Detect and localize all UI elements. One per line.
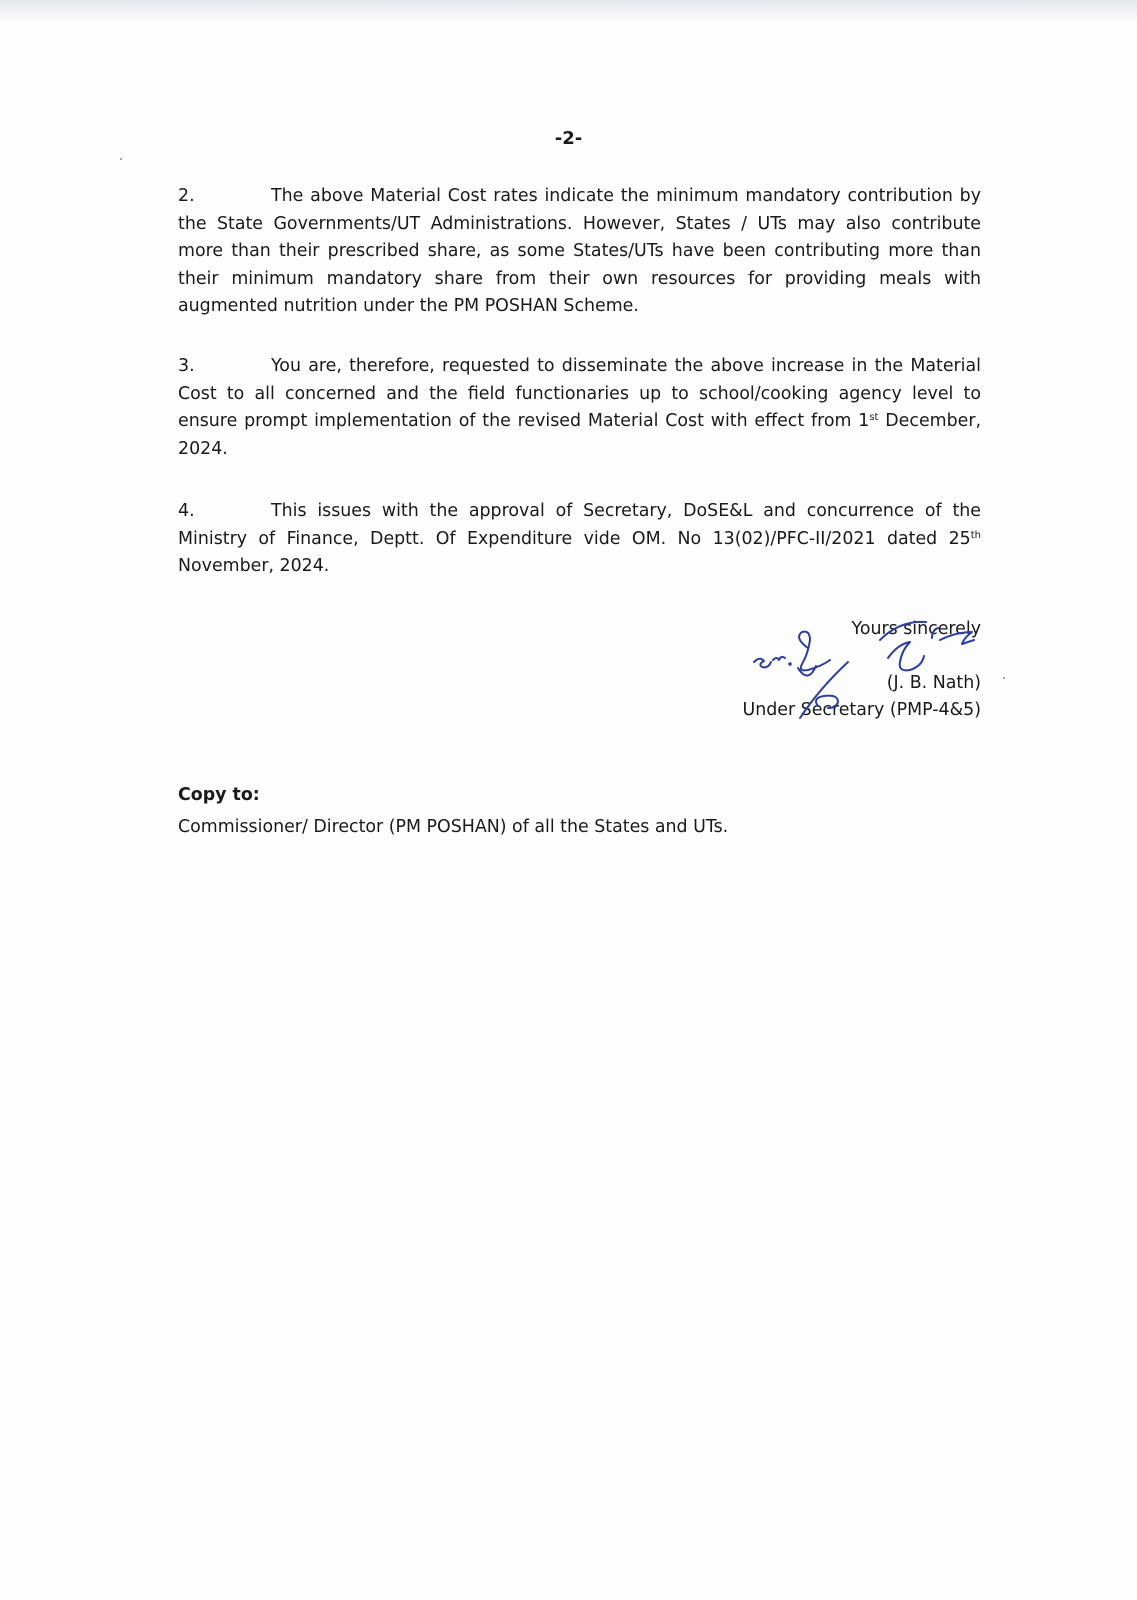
copy-to-heading: Copy to: <box>178 785 260 805</box>
scan-edge <box>0 0 1137 22</box>
superscript: st <box>869 412 879 423</box>
copy-to-recipients: Commissioner/ Director (PM POSHAN) of all the States and UTs. <box>178 817 729 837</box>
scan-speck <box>1003 677 1005 679</box>
paragraph-3 <box>178 353 981 463</box>
paragraph-4 <box>178 498 981 581</box>
page-number: -2- <box>554 128 583 149</box>
paragraph-text: The above Material Cost rates indicate the minimum mandatory contribution by the State Governments/UT Administrations. However, States / UTs may also contribute more than their prescribed share, as some States/UTs have been contributing more than their minimum mandatory share from their own resources for providing meals with augmented nutrition under the PM POSHAN Scheme. <box>178 186 981 316</box>
signatory-name: (J. B. Nath) <box>886 672 981 693</box>
scan-speck <box>120 158 122 160</box>
paragraph-text-end: November, 2024. <box>178 556 330 576</box>
paragraph-text: You are, therefore, requested to disseminate the above increase in the Material Cost to all concerned and the field functionaries up to school/cooking agency level to ensure prompt implementation of the revised Material Cost with effect from 1 <box>178 356 981 431</box>
paragraph-number: 2. <box>178 186 195 206</box>
paragraph-text-end: December, 2024. <box>178 411 981 459</box>
paragraph-text: This issues with the approval of Secretary, DoSE&L and concurrence of the Ministry of Finance, Deptt. Of Expenditure vide OM. No 13(02)/PFC-II/2021 dated 25 <box>178 501 981 549</box>
paragraph-number: 4. <box>178 501 195 521</box>
signatory-designation: Under Secretary (PMP-4&5) <box>742 700 981 720</box>
salutation: Yours sincerely <box>851 619 981 639</box>
paragraph-number: 3. <box>178 356 195 376</box>
closing-block <box>742 616 981 725</box>
paragraph-2 <box>178 183 981 321</box>
superscript: th <box>970 529 981 541</box>
